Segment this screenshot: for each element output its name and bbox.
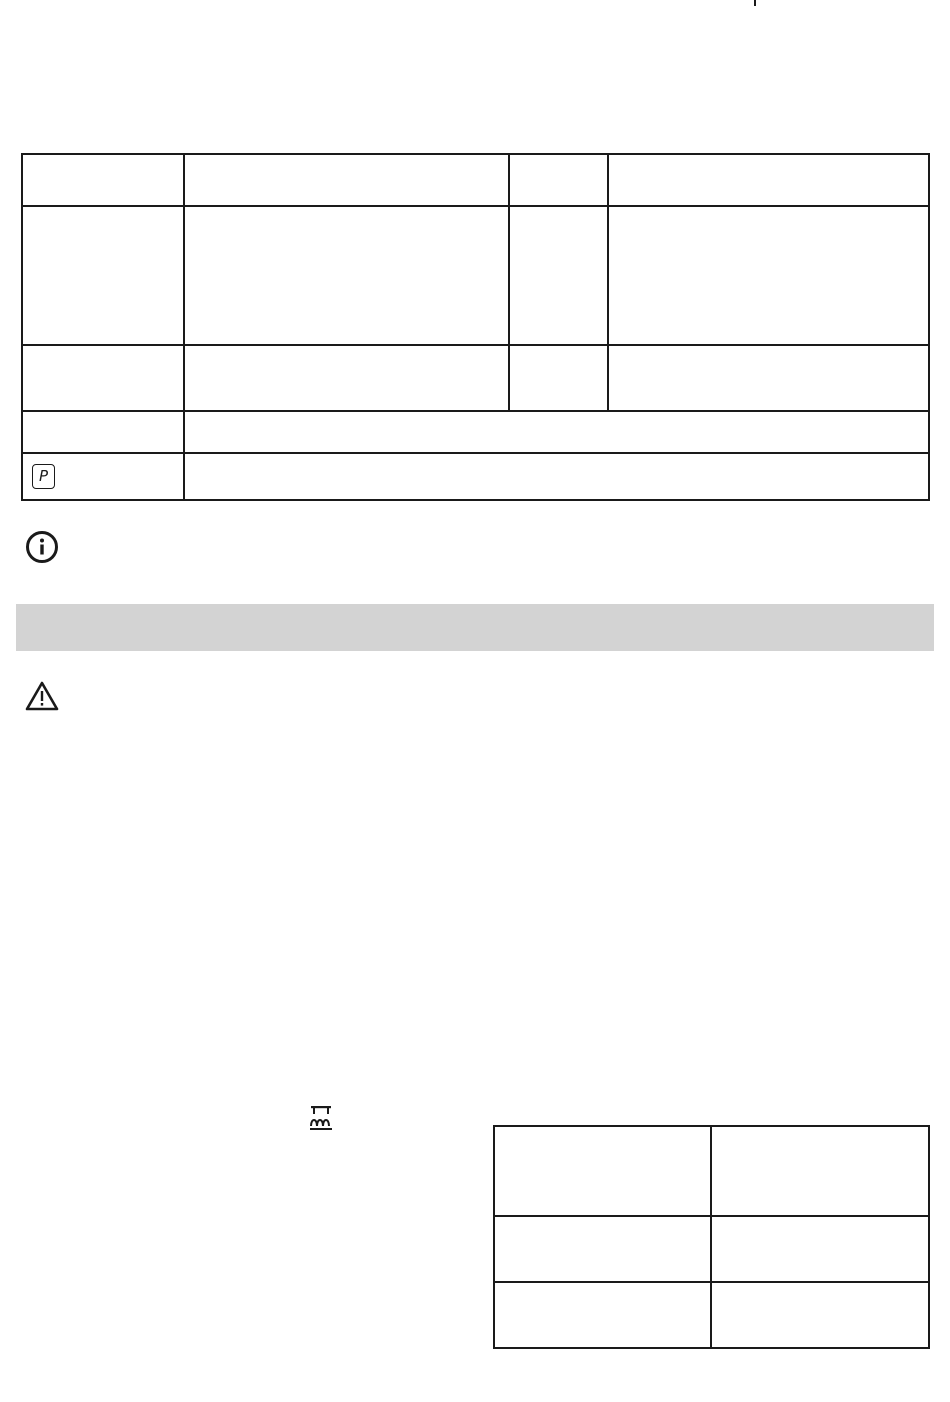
table-cell <box>22 411 184 453</box>
table-cell <box>711 1126 929 1216</box>
table-cell <box>711 1216 929 1282</box>
table-cell-wide <box>184 453 929 500</box>
table-row <box>22 345 929 411</box>
table-cell <box>494 1216 711 1282</box>
table-row <box>22 411 929 453</box>
table-cell <box>509 345 608 411</box>
table-cell <box>184 345 509 411</box>
table-cell <box>22 453 184 500</box>
table-row <box>22 453 929 500</box>
table-cell <box>608 206 929 345</box>
table-cell <box>494 1282 711 1348</box>
table-cell <box>494 1126 711 1216</box>
table-cell <box>184 154 509 206</box>
table-cell <box>22 345 184 411</box>
program-key-icon: P <box>32 464 55 489</box>
table-row <box>22 154 929 206</box>
table-cell <box>509 206 608 345</box>
table-row <box>494 1282 929 1348</box>
table-cell <box>184 206 509 345</box>
table-cell <box>608 154 929 206</box>
table-row <box>22 206 929 345</box>
cooking-table <box>493 1125 930 1349</box>
table-row <box>494 1216 929 1282</box>
info-icon <box>25 530 59 564</box>
table-cell-wide <box>184 411 929 453</box>
heat-coil-icon <box>308 1104 334 1132</box>
settings-table <box>21 153 930 501</box>
table-cell <box>608 345 929 411</box>
warning-icon <box>24 680 60 712</box>
section-heading-band <box>16 604 934 651</box>
table-cell <box>22 206 184 345</box>
table-row <box>494 1126 929 1216</box>
table-cell <box>509 154 608 206</box>
top-edge-rule <box>754 0 756 6</box>
table-cell <box>22 154 184 206</box>
table-cell <box>711 1282 929 1348</box>
